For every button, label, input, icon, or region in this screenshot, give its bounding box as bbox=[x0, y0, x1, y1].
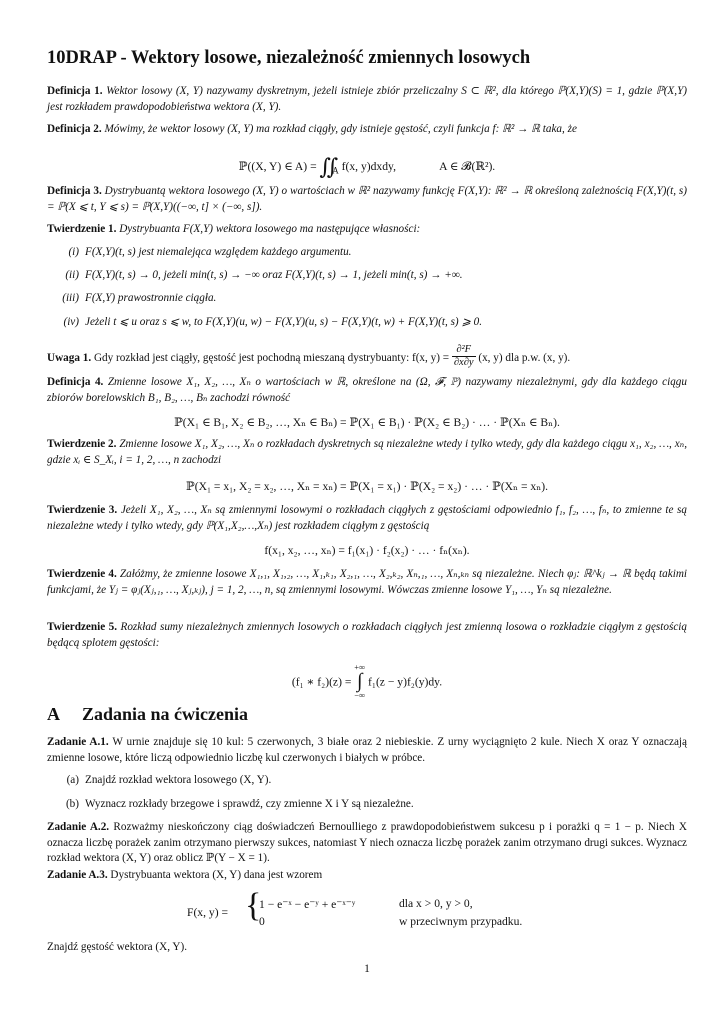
section-title: Zadania na ćwiczenia bbox=[82, 704, 249, 724]
theorem-2-equation: ℙ(X₁ = x₁, X₂ = x₂, …, Xₙ = xₙ) = ℙ(X₁ = x₁) · ℙ(X₂ = x₂) · … · ℙ(Xₙ = xₙ). bbox=[186, 480, 548, 493]
theorem-5-label: Twierdzenie 5. bbox=[47, 621, 118, 633]
list-item: (iv) Jeżeli t ⩽ u oraz s ⩽ w, to F(X,Y)(u, w) − F(X,Y)(u, s) − F(X,Y)(t, w) + F(X,Y)(t, s) ⩾ 0. bbox=[63, 316, 483, 328]
exercise-a3-label: Zadanie A.3. bbox=[47, 869, 108, 881]
eq-right: f₁(z − y)f₂(y)dy. bbox=[368, 675, 443, 689]
definition-3 bbox=[47, 184, 687, 215]
remark-1-label: Uwaga 1. bbox=[47, 352, 92, 365]
page-title: 10DRAP - Wektory losowe, niezależność zmiennych losowych bbox=[47, 48, 531, 68]
theorem-4-label: Twierdzenie 4. bbox=[47, 568, 117, 580]
list-item: (a) Znajdź rozkład wektora losowego (X, Y). bbox=[66, 774, 272, 786]
exercise-a1-label: Zadanie A.1. bbox=[47, 736, 109, 748]
exercise-a3-question: Znajdź gęstość wektora (X, Y). bbox=[47, 941, 188, 953]
eq-right: f(x, y)dxdy, bbox=[341, 160, 396, 173]
integral-domain: A bbox=[332, 165, 339, 176]
list-item: (ii) F(X,Y)(t, s) → 0, jeżeli min(t, s) → −∞ oraz F(X,Y)(t, s) → 1, jeżeli min(t, s) → +∞. bbox=[65, 269, 463, 281]
left-brace: { bbox=[245, 887, 262, 924]
theorem-1-text: Dystrybuanta F(X,Y) wektora losowego ma następujące własności: bbox=[119, 223, 421, 235]
definition-2-label: Definicja 2. bbox=[47, 123, 102, 135]
exercise-a2-text: Rozważmy nieskończony ciąg doświadczeń Bernoulliego z prawdopodobieństwem sukcesu p i porażki q = 1 − p. Niech X oznacza liczbę porażek zanim otrzymano pierwszy sukces, natomiast Y niech oznacza liczbę porażek zanim otrzymano drugi sukces. Wyznacz rozkład wektora (X, Y) oraz oblicz ℙ(Y − X = 1). bbox=[47, 821, 687, 865]
remark-1-text: Gdy rozkład jest ciągły, gęstość jest pochodną mieszaną dystrybuanty: f(x, y) = bbox=[93, 352, 450, 365]
definition-2 bbox=[47, 122, 687, 138]
theorem-2-label: Twierdzenie 2. bbox=[47, 438, 117, 450]
eq-condition: A ∈ 𝓑(ℝ²). bbox=[439, 160, 496, 173]
case-2-value: 0 bbox=[259, 915, 265, 928]
definition-4-label: Definicja 4. bbox=[47, 376, 104, 388]
double-integral-sign: ∬ bbox=[319, 154, 333, 179]
theorem-1-label: Twierdzenie 1. bbox=[47, 223, 117, 235]
definition-4-text: Zmienne losowe X₁, X₂, …, Xₙ o wartościach w ℝ, określone na (Ω, 𝓕, ℙ) nazywamy niezależnymi, gdy dla każdego ciągu zbiorów borelowskich B₁, B₂, …, Bₙ zachodzi równość bbox=[47, 376, 687, 404]
theorem-1 bbox=[47, 222, 687, 238]
remark-1 bbox=[47, 346, 687, 371]
definition-3-text: Dystrybuantą wektora losowego (X, Y) o wartościach w ℝ² nazywamy funkcję F(X,Y): ℝ² → ℝ określoną zależnością F(X,Y)(t, s) = ℙ(X ⩽ t, Y ⩽ s) = ℙ(X,Y)((−∞, t] × (−∞, s]). bbox=[47, 185, 687, 213]
remark-1-tail: (x, y) dla p.w. (x, y). bbox=[478, 352, 571, 365]
integral-with-limits: +∞ ∫ −∞ bbox=[354, 662, 366, 700]
exercise-a1 bbox=[47, 735, 687, 766]
definition-1-text: Wektor losowy (X, Y) nazywamy dyskretnym, jeżeli istnieje zbiór przeliczalny S ⊂ ℝ², dla którego ℙ(X,Y)(S) = 1, gdzie ℙ(X,Y) jest rozkładem prawdopodobieństwa wektora (X, Y). bbox=[47, 85, 688, 113]
theorem-3-label: Twierdzenie 3. bbox=[47, 504, 118, 516]
theorem-2-text: Zmienne losowe X₁, X₂, …, Xₙ o rozkładach dyskretnych są niezależne wtedy i tylko wtedy, gdy dla każdego ciągu x₁, x₂, …, xₙ, gdzie xᵢ ∈ S_Xᵢ, i = 1, 2, …, n zachodzi bbox=[47, 438, 687, 466]
definition-4-equation: ℙ(X₁ ∈ B₁, X₂ ∈ B₂, …, Xₙ ∈ Bₙ) = ℙ(X₁ ∈ B₁) · ℙ(X₂ ∈ B₂) · … · ℙ(Xₙ ∈ Bₙ). bbox=[174, 416, 560, 429]
theorem-3-text: Jeżeli X₁, X₂, …, Xₙ są zmiennymi losowymi o rozkładach ciągłych z gęstościami odpowiednio f₁, f₂, …, fₙ, to zmienne te są niezależne wtedy i tylko wtedy, gdy ℙ(X₁,X₂,…,Xₙ) jest rozkładem ciągłym z gęstością bbox=[47, 504, 688, 532]
eq-left: ℙ((X, Y) ∈ A) = bbox=[238, 160, 317, 173]
partial-fraction: $\frac{\text{∂²F}}{\partial x\partial y}$ bbox=[453, 344, 474, 368]
exercise-a1-text: W urnie znajduje się 10 kul: 5 czerwonych, 3 białe oraz 2 niebieskie. Z urny wyciągnięto 2 kule. Niech X oraz Y oznaczają zmienne losowe, które liczą odpowiednio liczbę kul czerwonych i białych w próbce. bbox=[47, 736, 687, 764]
case-1-condition: dla x > 0, y > 0, bbox=[399, 897, 473, 910]
exercise-a2 bbox=[47, 820, 687, 867]
theorem-5 bbox=[47, 620, 687, 651]
page-number: 1 bbox=[364, 963, 370, 975]
theorem-3-equation: f(x₁, x₂, …, xₙ) = f₁(x₁) · f₂(x₂) · … · fₙ(xₙ). bbox=[264, 544, 470, 557]
eq-left: F(x, y) = bbox=[187, 906, 228, 919]
definition-4 bbox=[47, 375, 687, 406]
section-heading bbox=[47, 704, 248, 725]
case-2-condition: w przeciwnym przypadku. bbox=[399, 915, 523, 928]
definition-1 bbox=[47, 84, 687, 115]
exercise-a3-text: Dystrybuanta wektora (X, Y) dana jest wzorem bbox=[110, 869, 323, 881]
eq-left: (f₁ ∗ f₂)(z) = bbox=[291, 675, 352, 689]
exercise-a3 bbox=[47, 868, 687, 884]
list-item: (iii) F(X,Y) prawostronnie ciągła. bbox=[62, 292, 217, 304]
definition-3-label: Definicja 3. bbox=[47, 185, 102, 197]
theorem-2 bbox=[47, 437, 687, 468]
theorem-5-text: Rozkład sumy niezależnych zmiennych losowych o rozkładach ciągłych jest zmienną losowa o rozkładzie ciągłym z gęstością będącą splotem gęstości: bbox=[47, 621, 688, 649]
theorem-4 bbox=[47, 567, 687, 598]
exercise-a2-label: Zadanie A.2. bbox=[47, 821, 110, 833]
definition-1-label: Definicja 1. bbox=[47, 85, 103, 97]
section-letter: A bbox=[47, 704, 60, 724]
list-item: (i) F(X,Y)(t, s) jest niemalejąca względem każdego argumentu. bbox=[68, 246, 352, 258]
definition-2-text: Mówimy, że wektor losowy (X, Y) ma rozkład ciągły, gdy istnieje gęstość, czyli funkcja f: ℝ² → ℝ taka, że bbox=[104, 123, 577, 135]
case-1-value: 1 − e⁻ˣ − e⁻ʸ + e⁻ˣ⁻ʸ bbox=[259, 898, 356, 911]
definition-2-equation bbox=[47, 150, 687, 179]
theorem-4-text: Załóżmy, że zmienne losowe X₁,₁, X₁,₂, …, X₁,ₖ₁, X₂,₁, …, X₂,ₖ₂, Xₙ,₁, …, Xₙ,ₖₙ są niezależne. Niech φⱼ: ℝ^kⱼ → ℝ będą takimi funkcjami, że Yⱼ = φⱼ(Xⱼ,₁, …, Xⱼ,ₖⱼ), j = 1, 2, …, n, są zmiennymi losowymi. Wówczas zmienne losowe Y₁, …, Yₙ są niezależne. bbox=[47, 568, 688, 596]
theorem-5-equation bbox=[47, 664, 687, 702]
theorem-3 bbox=[47, 503, 687, 534]
list-item: (b) Wyznacz rozkłady brzegowe i sprawdź, czy zmienne X i Y są niezależne. bbox=[65, 798, 414, 810]
